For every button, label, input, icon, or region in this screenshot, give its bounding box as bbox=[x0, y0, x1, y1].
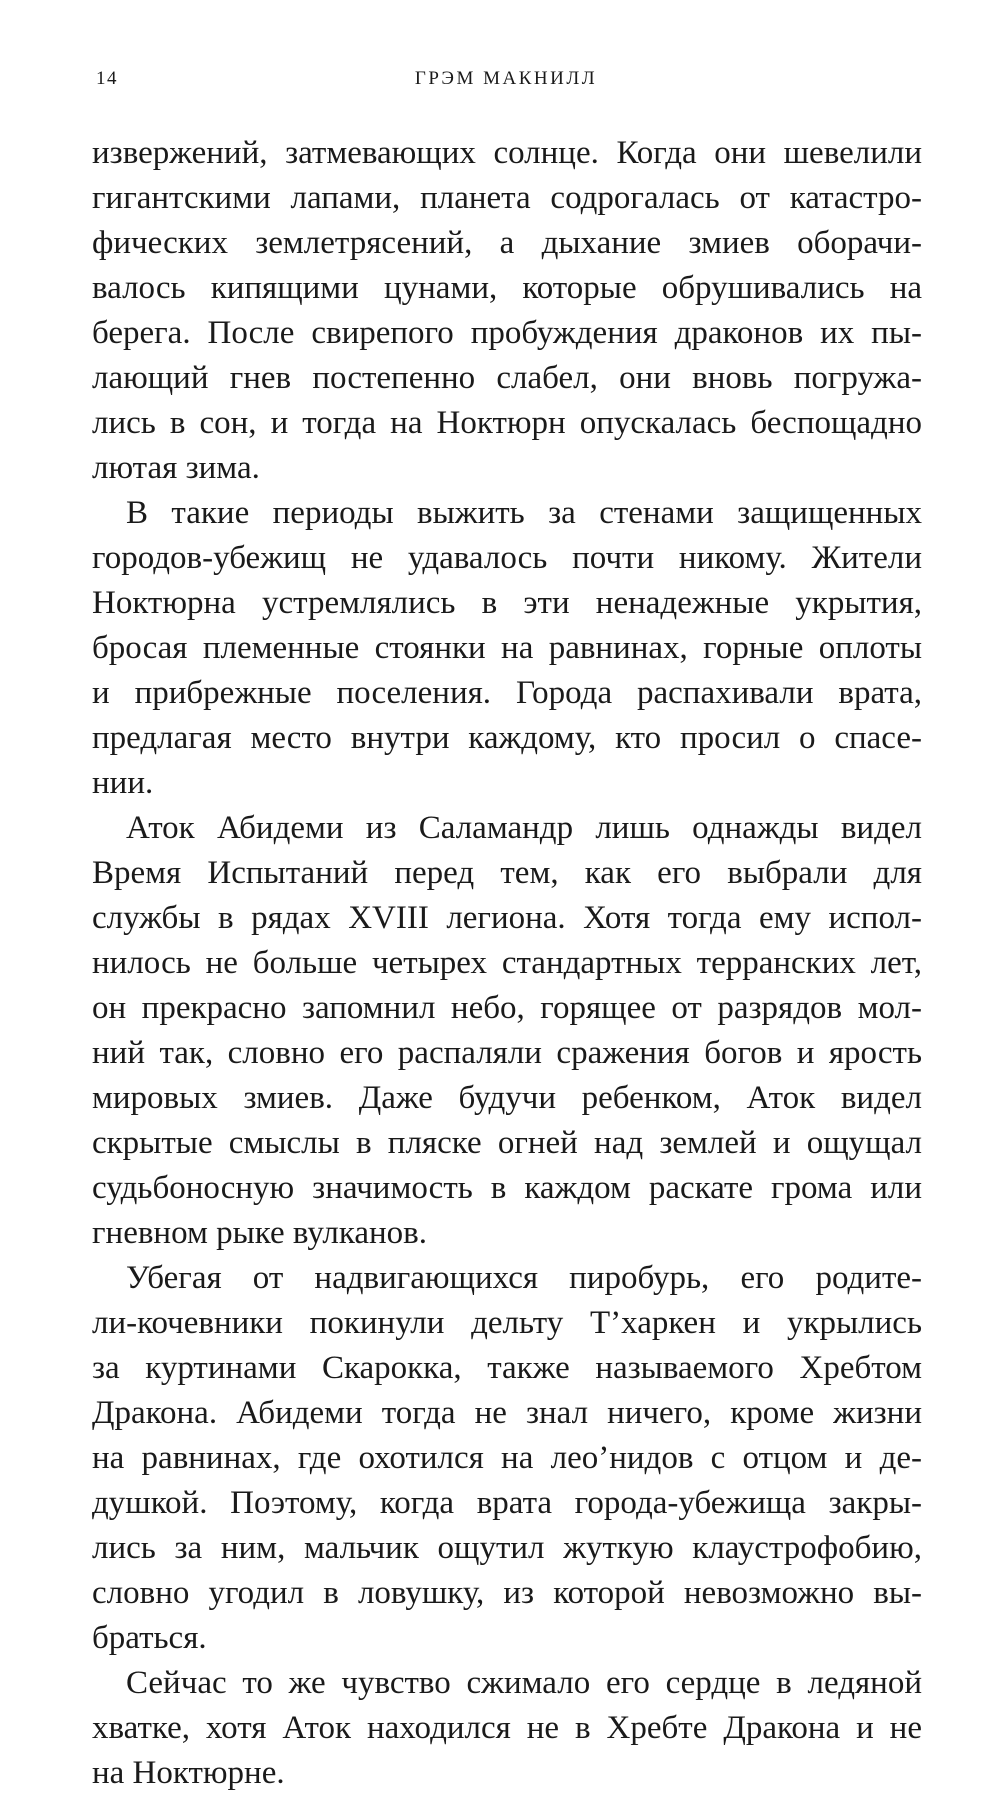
text-line: фических землетрясений, а дыхание змиев оборачи- bbox=[92, 225, 922, 261]
text-line: судьбоносную значимость в каждом раскате грома или bbox=[92, 1170, 922, 1206]
text-line: хватке, хотя Аток находился не в Хребте Дракона и не bbox=[92, 1710, 922, 1746]
body-text bbox=[92, 131, 922, 1796]
page-number: 14 bbox=[96, 68, 118, 89]
paragraph bbox=[92, 1256, 922, 1661]
running-head bbox=[96, 68, 916, 96]
text-line: и прибрежные поселения. Города распахивали врата, bbox=[92, 675, 922, 711]
text-line: душкой. Поэтому, когда врата города-убежища закры- bbox=[92, 1485, 922, 1521]
text-line: Аток Абидеми из Саламандр лишь однажды видел bbox=[126, 810, 922, 846]
text-line: мировых змиев. Даже будучи ребенком, Аток видел bbox=[92, 1080, 922, 1116]
text-line: Время Испытаний перед тем, как его выбрали для bbox=[92, 855, 922, 891]
text-line: лись в сон, и тогда на Ноктюрн опускалась беспощадно bbox=[92, 405, 922, 441]
text-line: предлагая место внутри каждому, кто просил о спасе- bbox=[92, 720, 922, 756]
paragraph bbox=[92, 491, 922, 806]
text-line: на Ноктюрне. bbox=[92, 1755, 285, 1791]
text-line: нии. bbox=[92, 765, 154, 801]
text-line: Сейчас то же чувство сжимало его сердце в ледяной bbox=[126, 1665, 922, 1701]
text-line: валось кипящими цунами, которые обрушивались на bbox=[92, 270, 922, 306]
text-line: на равнинах, где охотился на лео’нидов с отцом и де- bbox=[92, 1440, 922, 1476]
text-line: лающий гнев постепенно слабел, они вновь погружа- bbox=[92, 360, 922, 396]
text-line: извержений, затмевающих солнце. Когда они шевелили bbox=[92, 135, 922, 171]
text-line: берега. После свирепого пробуждения драконов их пы- bbox=[92, 315, 922, 351]
text-line: он прекрасно запомнил небо, горящее от разрядов мол- bbox=[92, 990, 922, 1026]
text-line: городов-убежищ не удавалось почти никому. Жители bbox=[92, 540, 922, 576]
text-line: словно угодил в ловушку, из которой невозможно вы- bbox=[92, 1575, 922, 1611]
text-line: за куртинами Скарокка, также называемого Хребтом bbox=[92, 1350, 922, 1386]
text-line: ний так, словно его распаляли сражения богов и ярость bbox=[92, 1035, 922, 1071]
text-line: Дракона. Абидеми тогда не знал ничего, кроме жизни bbox=[92, 1395, 922, 1431]
paragraph bbox=[92, 806, 922, 1256]
paragraph bbox=[92, 131, 922, 491]
text-line: нилось не больше четырех стандартных терранских лет, bbox=[92, 945, 922, 981]
text-line: службы в рядах XVIII легиона. Хотя тогда ему испол- bbox=[92, 900, 922, 936]
text-line: лись за ним, мальчик ощутил жуткую клаустрофобию, bbox=[92, 1530, 922, 1566]
text-line: гневном рыке вулканов. bbox=[92, 1215, 428, 1251]
text-line: Убегая от надвигающихся пиробурь, его родите- bbox=[126, 1260, 922, 1296]
text-line: браться. bbox=[92, 1620, 207, 1656]
text-line: скрытые смыслы в пляске огней над землей и ощущал bbox=[92, 1125, 922, 1161]
text-line: Ноктюрна устремлялись в эти ненадежные укрытия, bbox=[92, 585, 922, 621]
text-line: В такие периоды выжить за стенами защищенных bbox=[126, 495, 922, 531]
text-line: бросая племенные стоянки на равнинах, горные оплоты bbox=[92, 630, 922, 666]
text-line: ли-кочевники покинули дельту Т’харкен и укрылись bbox=[92, 1305, 922, 1341]
text-line: гигантскими лапами, планета содрогалась от катастро- bbox=[92, 180, 922, 216]
running-title: ГРЭМ МАКНИЛЛ bbox=[414, 68, 598, 89]
paragraph bbox=[92, 1661, 922, 1796]
text-line: лютая зима. bbox=[92, 450, 260, 486]
